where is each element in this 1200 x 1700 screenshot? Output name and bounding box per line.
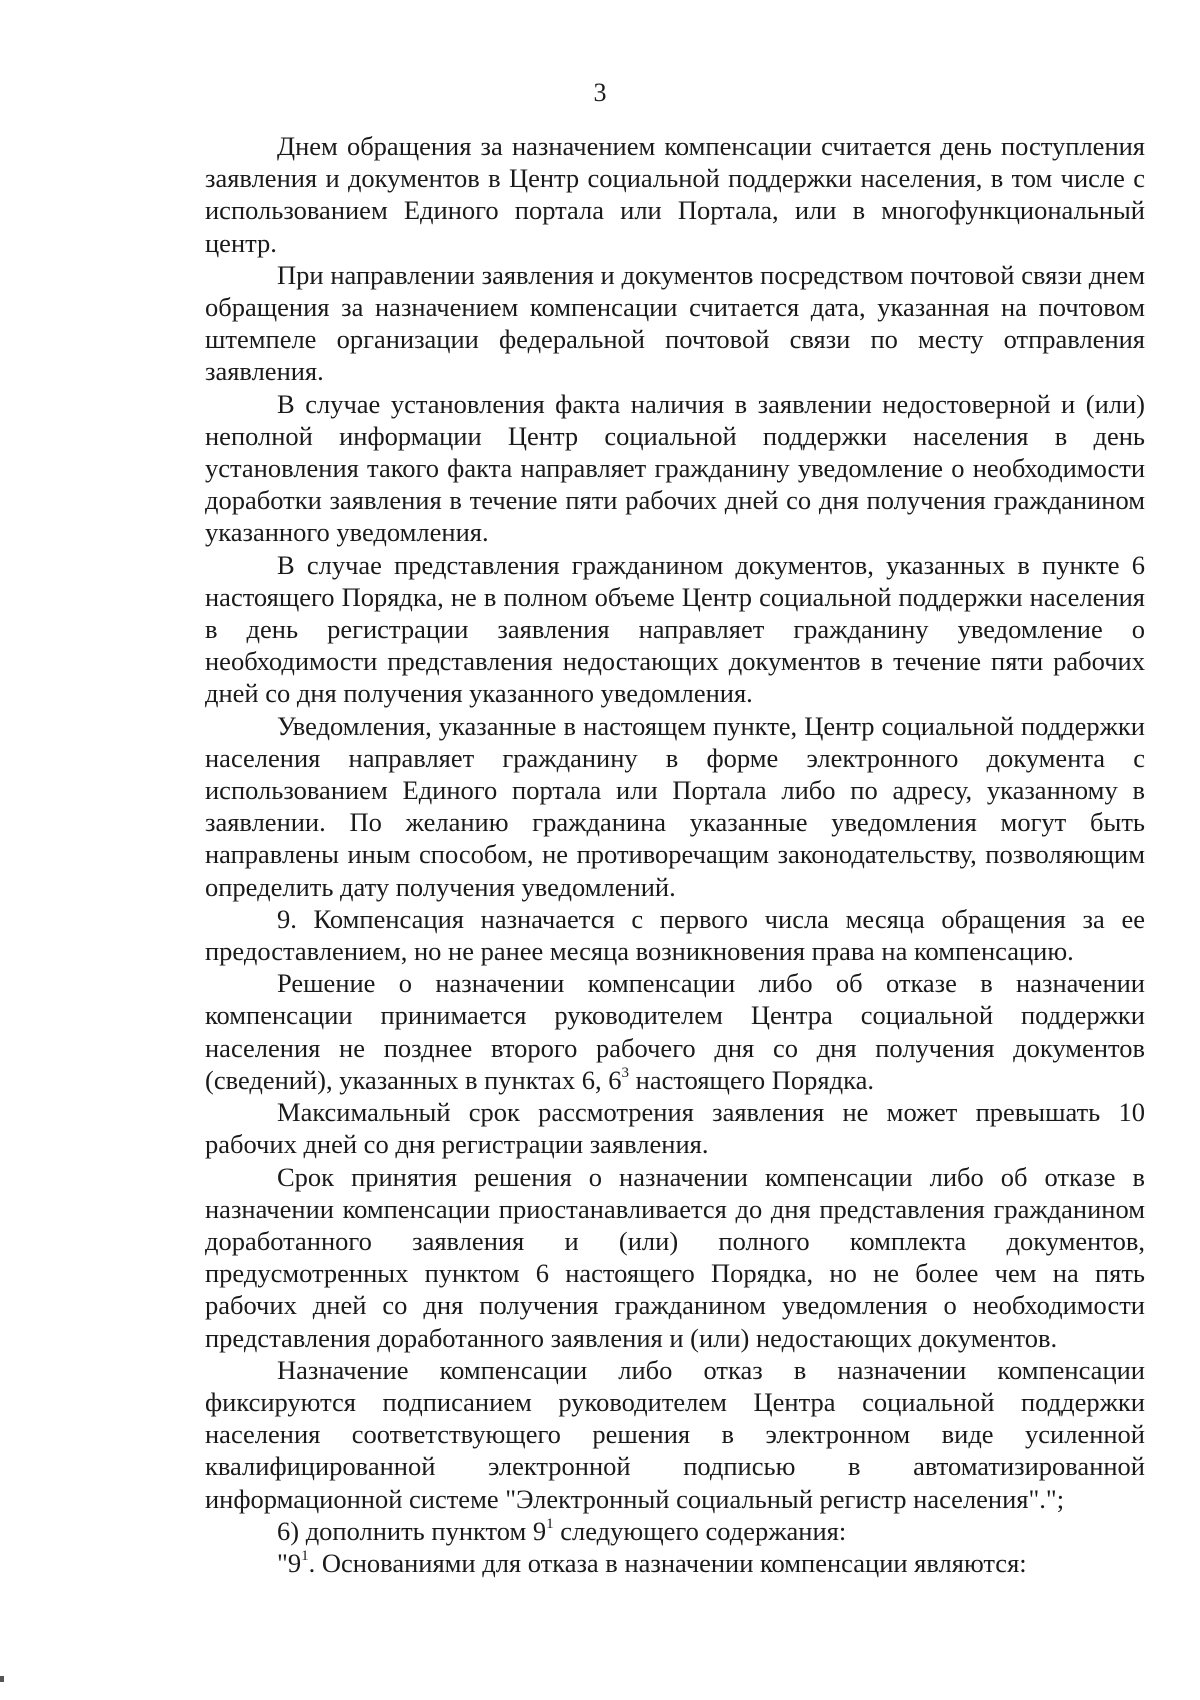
superscript: 1: [301, 1548, 309, 1565]
paragraph-notifications: Уведомления, указанные в настоящем пункте, Центр социальной поддержки населения направляет гражданину в форме электронного документа с использованием Единого портала или Портала либо по адресу, указанному в заявлении. По желанию гражданина указанные уведомления могут быть направлены иным способом, не противоречащим законодательству, позволяющим определить дату получения уведомлений.: [205, 710, 1145, 902]
paragraph-clause-9: 9. Компенсация назначается с первого числа месяца обращения за ее предоставлением, но не ранее месяца возникновения права на компенсацию.: [205, 903, 1145, 967]
paragraph-incorrect-info: В случае установления факта наличия в заявлении недостоверной и (или) неполной информации Центр социальной поддержки населения в день установления такого факта направляет гражданину уведомление о необходимости доработки заявления в течение пяти рабочих дней со дня получения гражданином указанного уведомления.: [205, 388, 1145, 548]
paragraph-decision: [205, 967, 1145, 1096]
document-body: [205, 130, 1145, 1579]
paragraph-application-date: Днем обращения за назначением компенсации считается день поступления заявления и документов в Центр социальной поддержки населения, в том числе с использованием Единого портала или Портала, или в многофункциональный центр.: [205, 131, 1145, 258]
paragraph-suspension: Срок принятия решения о назначении компенсации либо об отказе в назначении компенсации приостанавливается до дня представления гражданином доработанного заявления и (или) полного комплекта документов, предусмотренных пунктом 6 настоящего Порядка, но не более чем на пять рабочих дней со дня получения гражданином уведомления о необходимости представления доработанного заявления и (или) недостающих документов.: [205, 1161, 1145, 1353]
superscript: 3: [621, 1065, 630, 1082]
paragraph-amendment-6: [205, 1515, 1145, 1547]
scan-edge-mark: [0, 1676, 4, 1682]
page-number: 3: [593, 78, 607, 107]
paragraph-decision-text: Решение о назначении компенсации либо об отказе в назначении компенсации принимается руководителем Центра социальной поддержки населения не позднее второго рабочего дня со дня получения документов (сведений), указанных в пунктах 6, 6: [205, 968, 1145, 1095]
paragraph-postal-submission: При направлении заявления и документов посредством почтовой связи днем обращения за назначением компенсации считается дата, указанная на почтовом штемпеле организации федеральной почтовой связи по месту отправления заявления.: [205, 259, 1145, 387]
superscript: 1: [546, 1515, 554, 1532]
paragraph-amendment-text: 6) дополнить пунктом 9: [277, 1515, 547, 1546]
paragraph-signature: Назначение компенсации либо отказ в назначении компенсации фиксируются подписанием руководителем Центра социальной поддержки населения соответствующего решения в электронном виде усиленной квалифицированной электронной подписью в автоматизированной информационной системе "Электронный социальный регистр населения".";: [205, 1354, 1145, 1514]
paragraph-amendment-tail: следующего содержания:: [553, 1515, 847, 1546]
paragraph-clause-9-1-text: "9: [277, 1547, 302, 1578]
paragraph-decision-tail: настоящего Порядка.: [629, 1064, 874, 1095]
paragraph-incomplete-documents: В случае представления гражданином документов, указанных в пункте 6 настоящего Порядка, не в полном объеме Центр социальной поддержки населения в день регистрации заявления направляет гражданину уведомление о необходимости представления недостающих документов в течение пяти рабочих дней со дня получения указанного уведомления.: [205, 549, 1145, 709]
paragraph-clause-9-1-tail: . Основаниями для отказа в назначении компенсации являются:: [308, 1547, 1027, 1578]
paragraph-clause-9-1: [205, 1547, 1145, 1579]
paragraph-max-term: Максимальный срок рассмотрения заявления не может превышать 10 рабочих дней со дня регистрации заявления.: [205, 1097, 1145, 1160]
